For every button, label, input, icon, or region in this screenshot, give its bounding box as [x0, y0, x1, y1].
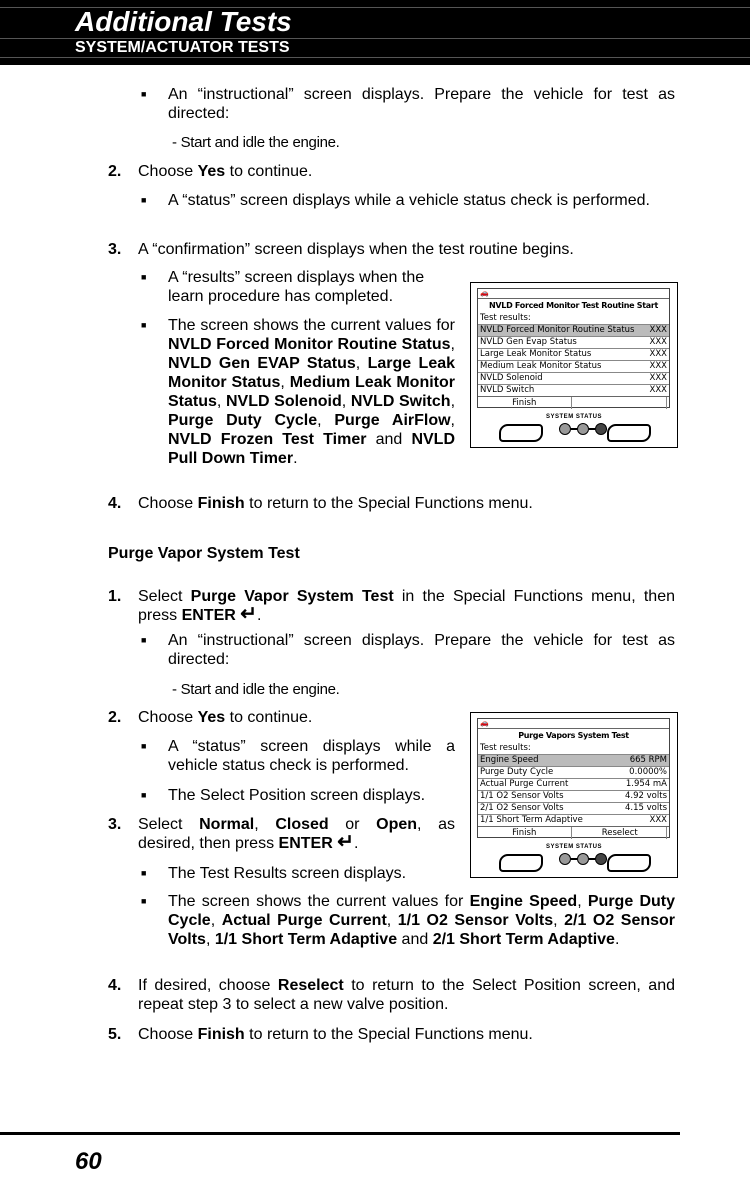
step-text: [138, 815, 455, 853]
instruction-bullet: [168, 892, 675, 949]
bold-term: Closed: [275, 816, 329, 833]
bold-term: NVLD Switch: [350, 393, 451, 410]
bold-term: NVLD Forced Monitor Routine Status: [168, 336, 451, 353]
left-function-key[interactable]: [499, 854, 543, 872]
bold-term: Open: [376, 816, 418, 833]
bold-term: Purge Duty Cycle: [168, 412, 318, 429]
text-segment: A “status” screen displays while a vehicle status check is performed.: [168, 738, 455, 774]
step-text: [138, 587, 675, 625]
result-row[interactable]: [478, 778, 669, 790]
footer-rule: [0, 1132, 680, 1135]
text-segment: .: [293, 450, 298, 467]
led-icon: [595, 423, 607, 435]
text-segment: A “results” screen displays when the learn procedure has completed.: [168, 269, 425, 305]
row-value: 0.0000%: [629, 767, 667, 777]
section-heading: Purge Vapor System Test: [108, 545, 300, 562]
text-segment: ,: [210, 912, 222, 929]
bold-term: Finish: [197, 1026, 245, 1043]
text-segment: ,: [450, 412, 455, 429]
result-row[interactable]: [478, 372, 669, 384]
screen-title: NVLD Forced Monitor Test Routine Start: [489, 301, 658, 310]
row-label: 1/1 O2 Sensor Volts: [480, 791, 564, 801]
bullet-icon: ■: [141, 896, 147, 906]
instruction-bullet: [168, 786, 463, 805]
enter-key-icon: ↵: [240, 603, 258, 625]
text-segment: .: [353, 835, 359, 852]
row-value: XXX: [649, 815, 667, 825]
screen-button-1[interactable]: Reselect: [574, 827, 668, 839]
results-label: Test results:: [480, 743, 531, 753]
page-header: [0, 0, 750, 65]
instruction-bullet: [168, 631, 675, 669]
row-label: NVLD Switch: [480, 385, 535, 395]
step-number: 4.: [108, 977, 122, 994]
step-number: 3.: [108, 816, 122, 833]
status-leds: [559, 853, 607, 865]
step-number: 5.: [108, 1026, 122, 1043]
row-label: 1/1 Short Term Adaptive: [480, 815, 583, 825]
bullet-icon: ■: [141, 635, 147, 645]
bold-term: Reselect: [277, 977, 344, 994]
vehicle-icon: 🚗: [478, 289, 669, 299]
text-segment: If desired, choose: [138, 977, 278, 994]
bullet-icon: ■: [141, 195, 147, 205]
bullet-icon: ■: [141, 320, 147, 330]
result-row[interactable]: [478, 360, 669, 372]
text-segment: A “status” screen displays while a vehicle status check is performed.: [168, 192, 650, 209]
row-value: 4.92 volts: [625, 791, 667, 801]
page-number: 60: [75, 1148, 102, 1175]
bold-term: 2/1 O2 Sensor Volts: [168, 912, 676, 948]
result-row[interactable]: [478, 790, 669, 802]
text-segment: A “confirmation” screen displays when the test routine begins.: [138, 241, 574, 258]
text-segment: to continue.: [225, 163, 313, 180]
text-segment: Select: [138, 588, 191, 605]
text-segment: An “instructional” screen displays. Prepare the vehicle for test as directed:: [168, 86, 675, 122]
row-value: XXX: [649, 385, 667, 395]
led-icon: [577, 853, 589, 865]
row-value: 4.15 volts: [625, 803, 667, 813]
scan-tool-screen-nvld: [470, 282, 678, 448]
text-segment: to return to the Special Functions menu.: [244, 1026, 533, 1043]
bullet-icon: ■: [141, 89, 147, 99]
text-segment: The Test Results screen displays.: [168, 865, 407, 882]
bold-term: ENTER: [181, 607, 236, 624]
led-icon: [595, 853, 607, 865]
row-label: Engine Speed: [480, 755, 539, 765]
row-value: 1.954 mA: [625, 779, 667, 789]
bold-term: Purge AirFlow: [334, 412, 451, 429]
led-icon: [559, 423, 571, 435]
instruction-bullet: [168, 268, 455, 306]
system-status-label: SYSTEM STATUS: [546, 414, 602, 420]
text-segment: to return to the Select Position screen, and repeat step 3 to select a new valve position.: [138, 977, 675, 1013]
row-label: NVLD Solenoid: [480, 373, 543, 383]
bold-term: Medium Leak Monitor Status: [168, 374, 455, 410]
right-function-key[interactable]: [607, 424, 651, 442]
bold-term: Normal: [199, 816, 255, 833]
text-segment: ,: [254, 816, 276, 833]
instruction-bullet: [168, 191, 675, 210]
bold-term: Purge Duty Cycle: [168, 893, 676, 929]
text-segment: ,: [450, 393, 456, 410]
text-segment: in the Special Functions menu, then press: [138, 588, 675, 624]
text-segment: ,: [317, 412, 335, 429]
sub-step: - Start and idle the engine.: [172, 134, 340, 151]
step-text: [138, 1025, 675, 1044]
text-segment: The screen shows the current values for: [168, 893, 470, 910]
instruction-bullet: [168, 737, 455, 775]
bold-term: 2/1 Short Term Adaptive: [432, 931, 615, 948]
vehicle-icon: 🚗: [478, 719, 669, 729]
bullet-icon: ■: [141, 741, 147, 751]
step-number: 2.: [108, 709, 122, 726]
bullet-icon: ■: [141, 272, 147, 282]
text-segment: .: [257, 607, 262, 624]
row-label: 2/1 O2 Sensor Volts: [480, 803, 564, 813]
row-value: 665 RPM: [629, 755, 667, 765]
row-value: XXX: [649, 349, 667, 359]
led-icon: [577, 423, 589, 435]
bold-term: Large Leak Monitor Status: [168, 355, 456, 391]
row-label: NVLD Forced Monitor Routine Status: [480, 325, 635, 335]
bold-term: Engine Speed: [469, 893, 578, 910]
bold-term: Actual Purge Current: [221, 912, 387, 929]
row-label: NVLD Gen Evap Status: [480, 337, 577, 347]
step-number: 4.: [108, 495, 122, 512]
text-segment: Choose: [138, 495, 198, 512]
section-subtitle: SYSTEM/ACTUATOR TESTS: [75, 39, 290, 56]
result-row[interactable]: [478, 348, 669, 360]
bold-term: NVLD Frozen Test Timer: [168, 431, 367, 448]
right-function-key[interactable]: [607, 854, 651, 872]
text-segment: , as desired, then press: [138, 816, 456, 852]
led-icon: [559, 853, 571, 865]
text-segment: or: [328, 816, 377, 833]
bold-term: ENTER: [278, 835, 333, 852]
text-segment: Choose: [138, 1026, 198, 1043]
enter-key-icon: ↵: [337, 831, 354, 853]
text-segment: Choose: [138, 163, 198, 180]
display: [477, 718, 670, 838]
bold-term: NVLD Solenoid: [225, 393, 342, 410]
row-value: XXX: [649, 325, 667, 335]
text-segment: ,: [355, 355, 368, 372]
row-label: Large Leak Monitor Status: [480, 349, 592, 359]
screen-button-0[interactable]: Finish: [478, 827, 572, 839]
result-row[interactable]: [478, 766, 669, 778]
text-segment: and: [366, 431, 412, 448]
system-status-label: SYSTEM STATUS: [546, 844, 602, 850]
scan-tool-screen-purge: [470, 712, 678, 878]
row-label: Medium Leak Monitor Status: [480, 361, 602, 371]
instruction-bullet: [168, 316, 455, 468]
bullet-icon: ■: [141, 790, 147, 800]
text-segment: ,: [341, 393, 351, 410]
screen-button-0[interactable]: Finish: [478, 397, 572, 409]
screen-button-1[interactable]: [574, 397, 668, 409]
text-segment: ,: [386, 912, 398, 929]
row-label: Actual Purge Current: [480, 779, 569, 789]
result-row[interactable]: [478, 802, 669, 814]
row-value: XXX: [649, 373, 667, 383]
result-row[interactable]: [478, 336, 669, 348]
text-segment: An “instructional” screen displays. Prepare the vehicle for test as directed:: [168, 632, 675, 668]
chapter-title: Additional Tests: [75, 6, 292, 37]
text-segment: ,: [577, 893, 588, 910]
text-segment: Choose: [138, 709, 198, 726]
row-label: Purge Duty Cycle: [480, 767, 554, 777]
bold-term: Yes: [197, 163, 226, 180]
status-leds: [559, 423, 607, 435]
instruction-bullet: [168, 864, 463, 883]
text-segment: to return to the Special Functions menu.: [244, 495, 533, 512]
results-label: Test results:: [480, 313, 531, 323]
text-segment: to continue.: [225, 709, 313, 726]
step-text: [138, 976, 675, 1014]
text-segment: and: [397, 931, 433, 948]
text-segment: The Select Position screen displays.: [168, 787, 426, 804]
bold-term: Purge Vapor System Test: [190, 588, 394, 605]
row-value: XXX: [649, 361, 667, 371]
step-number: 1.: [108, 588, 122, 605]
result-row[interactable]: [478, 384, 669, 396]
step-text: [138, 162, 675, 181]
text-segment: The screen shows the current values for: [168, 317, 455, 334]
step-text: [138, 494, 675, 513]
step-text: [138, 240, 675, 259]
bold-term: 1/1 Short Term Adaptive: [214, 931, 398, 948]
step-number: 3.: [108, 241, 122, 258]
row-value: XXX: [649, 337, 667, 347]
result-row[interactable]: [478, 814, 669, 826]
left-function-key[interactable]: [499, 424, 543, 442]
text-segment: .: [614, 931, 620, 948]
text-segment: ,: [450, 336, 455, 353]
text-segment: ,: [205, 931, 215, 948]
bold-term: Finish: [197, 495, 245, 512]
text-segment: ,: [280, 374, 290, 391]
bold-term: 1/1 O2 Sensor Volts: [397, 912, 554, 929]
step-text: [138, 708, 458, 727]
bold-term: Yes: [197, 709, 226, 726]
text-segment: ,: [216, 393, 226, 410]
step-number: 2.: [108, 163, 122, 180]
result-row[interactable]: [478, 324, 669, 336]
screen-title: Purge Vapors System Test: [518, 731, 629, 740]
instruction-bullet: [168, 85, 675, 123]
bold-term: NVLD Pull Down Timer: [168, 431, 455, 467]
text-segment: Select: [138, 816, 200, 833]
bold-term: NVLD Gen EVAP Status: [168, 355, 356, 372]
bullet-icon: ■: [141, 868, 147, 878]
sub-step: - Start and idle the engine.: [172, 681, 340, 698]
text-segment: ,: [553, 912, 565, 929]
display: [477, 288, 670, 408]
result-row[interactable]: [478, 754, 669, 766]
